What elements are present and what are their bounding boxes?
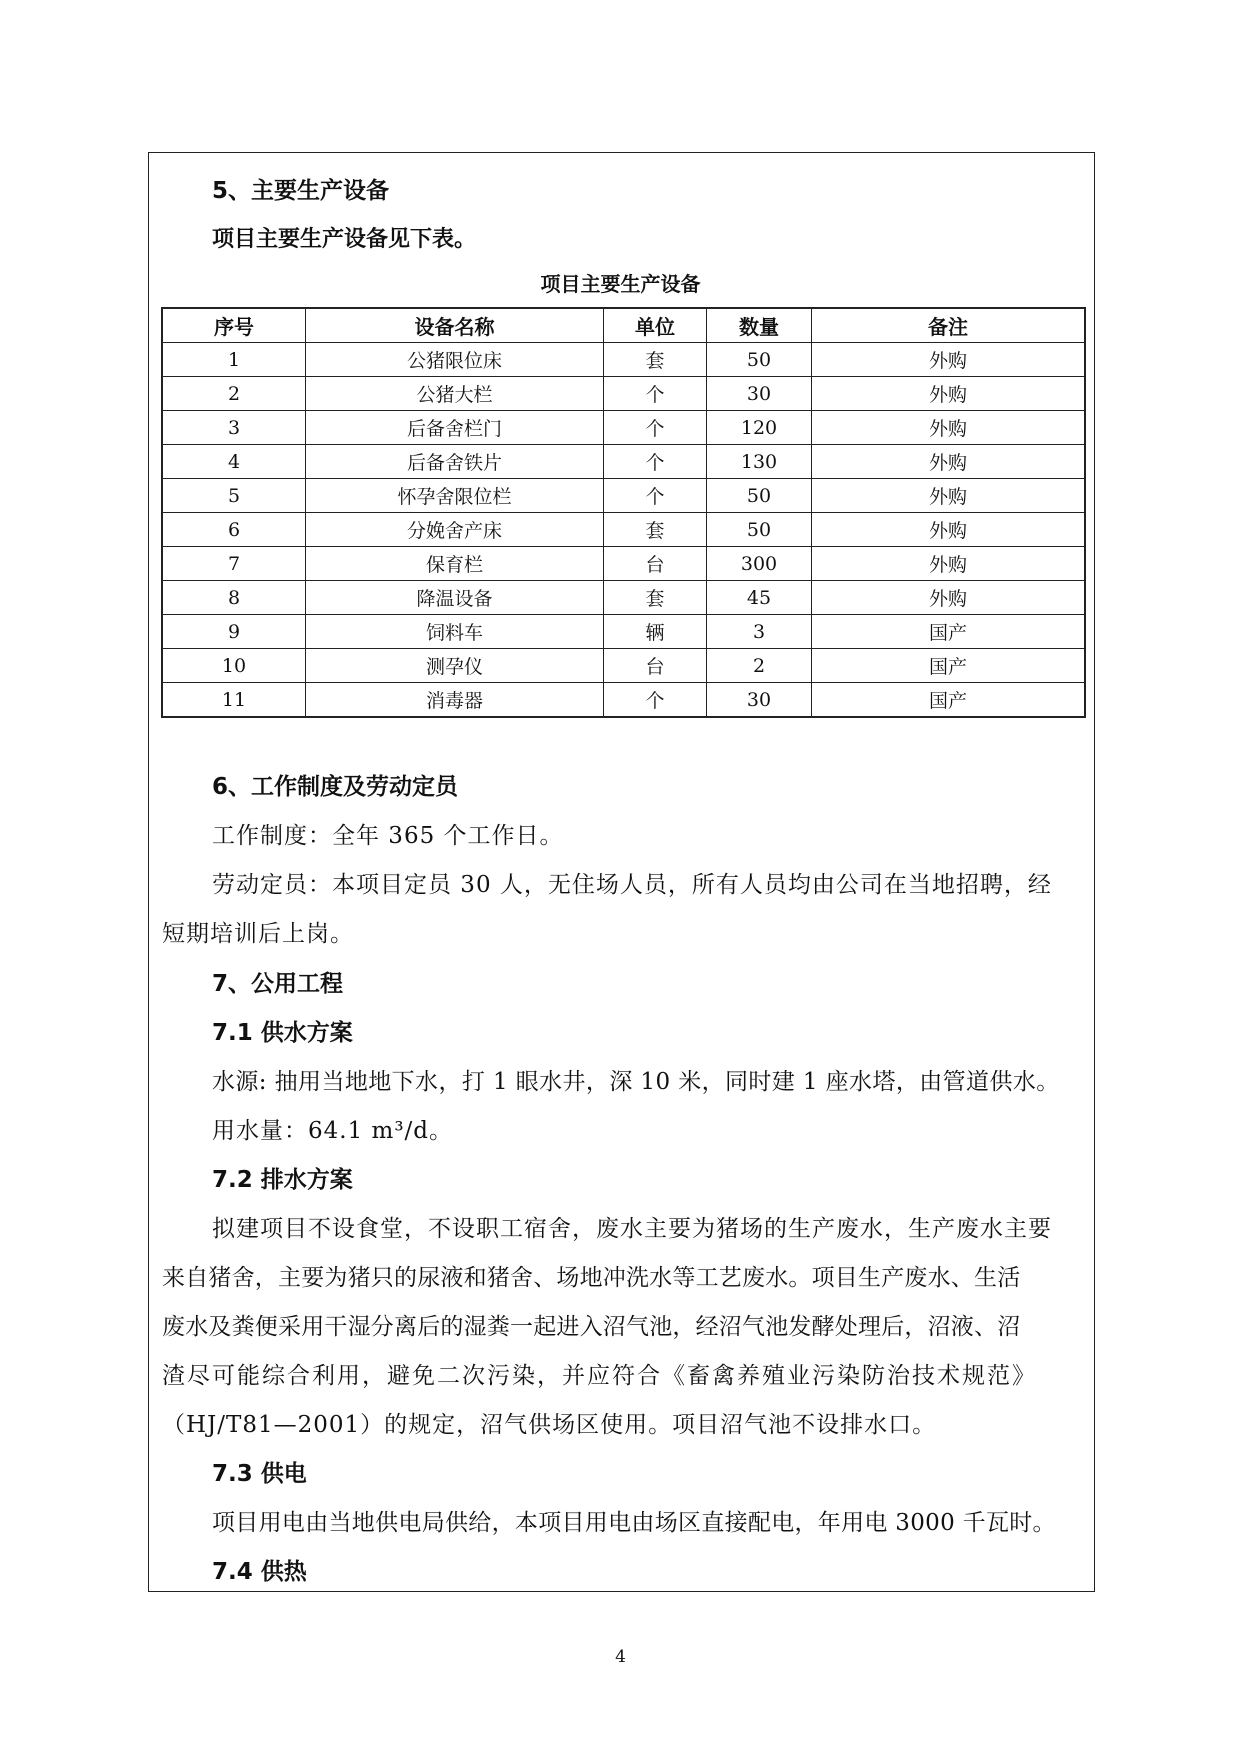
cell-remark: 外购 (812, 411, 1085, 445)
cell-unit: 套 (604, 513, 707, 547)
drainage-text-line: 来自猪舍，主要为猪只的尿液和猪舍、场地冲洗水等工艺废水。项目生产废水、生活 (162, 1265, 1021, 1291)
table-row (163, 445, 1085, 479)
cell-quantity: 3 (707, 615, 812, 649)
staffing-text-line2: 短期培训后上岗。 (162, 921, 354, 947)
section-7-3-heading: 7.3 供电 (212, 1461, 307, 1487)
cell-unit: 个 (604, 479, 707, 513)
section-7-1-heading: 7.1 供水方案 (212, 1020, 353, 1046)
cell-unit: 个 (604, 377, 707, 411)
cell-remark: 外购 (812, 479, 1085, 513)
cell-unit: 辆 (604, 615, 707, 649)
cell-remark: 外购 (812, 513, 1085, 547)
work-system-text: 工作制度：全年 365 个工作日。 (212, 823, 564, 849)
header-name: 设备名称 (306, 309, 604, 343)
cell-name: 后备舍栏门 (306, 411, 604, 445)
water-usage-text: 用水量：64.1 m³/d。 (212, 1118, 454, 1144)
drainage-text-line: 拟建项目不设食堂，不设职工宿舍，废水主要为猪场的生产废水，生产废水主要 (212, 1216, 1052, 1242)
cell-index: 6 (163, 513, 306, 547)
table-row (163, 649, 1085, 683)
cell-index: 7 (163, 547, 306, 581)
cell-quantity: 120 (707, 411, 812, 445)
cell-index: 8 (163, 581, 306, 615)
cell-name: 保育栏 (306, 547, 604, 581)
drainage-text-line: 废水及粪便采用干湿分离后的湿粪一起进入沼气池，经沼气池发酵处理后，沼液、沼 (162, 1314, 1021, 1340)
cell-name: 分娩舍产床 (306, 513, 604, 547)
table-title: 项目主要生产设备 (540, 272, 701, 296)
cell-remark: 外购 (812, 377, 1085, 411)
table-row (163, 683, 1085, 717)
table-row (163, 377, 1085, 411)
cell-quantity: 50 (707, 479, 812, 513)
cell-name: 消毒器 (306, 683, 604, 717)
header-quantity: 数量 (707, 309, 812, 343)
cell-index: 5 (163, 479, 306, 513)
cell-remark: 国产 (812, 683, 1085, 717)
cell-name: 公猪大栏 (306, 377, 604, 411)
cell-index: 11 (163, 683, 306, 717)
cell-index: 2 (163, 377, 306, 411)
water-source-text: 水源: 抽用当地地下水，打 1 眼水井，深 10 米，同时建 1 座水塔，由管道供水。 (212, 1069, 1060, 1095)
cell-name: 后备舍铁片 (306, 445, 604, 479)
cell-name: 怀孕舍限位栏 (306, 479, 604, 513)
cell-name: 测孕仪 (306, 649, 604, 683)
cell-index: 10 (163, 649, 306, 683)
equipment-table (162, 308, 1085, 717)
section-5-intro: 项目主要生产设备见下表。 (212, 227, 477, 252)
cell-quantity: 50 (707, 343, 812, 377)
section-5-heading: 5、主要生产设备 (212, 178, 390, 204)
header-remark: 备注 (812, 309, 1085, 343)
cell-remark: 外购 (812, 445, 1085, 479)
cell-name: 公猪限位床 (306, 343, 604, 377)
drainage-text-line: （HJ/T81—2001）的规定，沼气供场区使用。项目沼气池不设排水口。 (162, 1412, 937, 1438)
cell-remark: 国产 (812, 615, 1085, 649)
cell-quantity: 50 (707, 513, 812, 547)
page-number: 4 (615, 1647, 626, 1667)
cell-quantity: 30 (707, 683, 812, 717)
section-7-4-heading: 7.4 供热 (212, 1559, 307, 1585)
cell-unit: 个 (604, 445, 707, 479)
header-unit: 单位 (604, 309, 707, 343)
cell-index: 9 (163, 615, 306, 649)
table-row (163, 343, 1085, 377)
table-row (163, 615, 1085, 649)
staffing-text-line1: 劳动定员：本项目定员 30 人，无住场人员，所有人员均由公司在当地招聘，经 (212, 872, 1052, 898)
cell-name: 降温设备 (306, 581, 604, 615)
cell-index: 4 (163, 445, 306, 479)
cell-remark: 外购 (812, 581, 1085, 615)
section-7-2-heading: 7.2 排水方案 (212, 1167, 353, 1193)
cell-index: 3 (163, 411, 306, 445)
cell-unit: 台 (604, 547, 707, 581)
cell-remark: 国产 (812, 649, 1085, 683)
table-row (163, 547, 1085, 581)
table-row (163, 411, 1085, 445)
section-6-heading: 6、工作制度及劳动定员 (212, 774, 459, 800)
cell-unit: 个 (604, 683, 707, 717)
cell-remark: 外购 (812, 547, 1085, 581)
cell-quantity: 30 (707, 377, 812, 411)
cell-index: 1 (163, 343, 306, 377)
table-row (163, 581, 1085, 615)
cell-unit: 套 (604, 581, 707, 615)
cell-quantity: 300 (707, 547, 812, 581)
cell-quantity: 130 (707, 445, 812, 479)
drainage-text-line: 渣尽可能综合利用，避免二次污染，并应符合《畜禽养殖业污染防治技术规范》 (162, 1363, 1037, 1389)
cell-unit: 套 (604, 343, 707, 377)
table-row (163, 479, 1085, 513)
table-row (163, 513, 1085, 547)
cell-unit: 个 (604, 411, 707, 445)
header-index: 序号 (163, 309, 306, 343)
section-7-heading: 7、公用工程 (212, 971, 344, 997)
cell-unit: 台 (604, 649, 707, 683)
power-supply-text: 项目用电由当地供电局供给，本项目用电由场区直接配电，年用电 3000 千瓦时。 (212, 1510, 1056, 1536)
cell-remark: 外购 (812, 343, 1085, 377)
cell-quantity: 45 (707, 581, 812, 615)
cell-quantity: 2 (707, 649, 812, 683)
cell-name: 饲料车 (306, 615, 604, 649)
table-header-row (163, 309, 1085, 343)
